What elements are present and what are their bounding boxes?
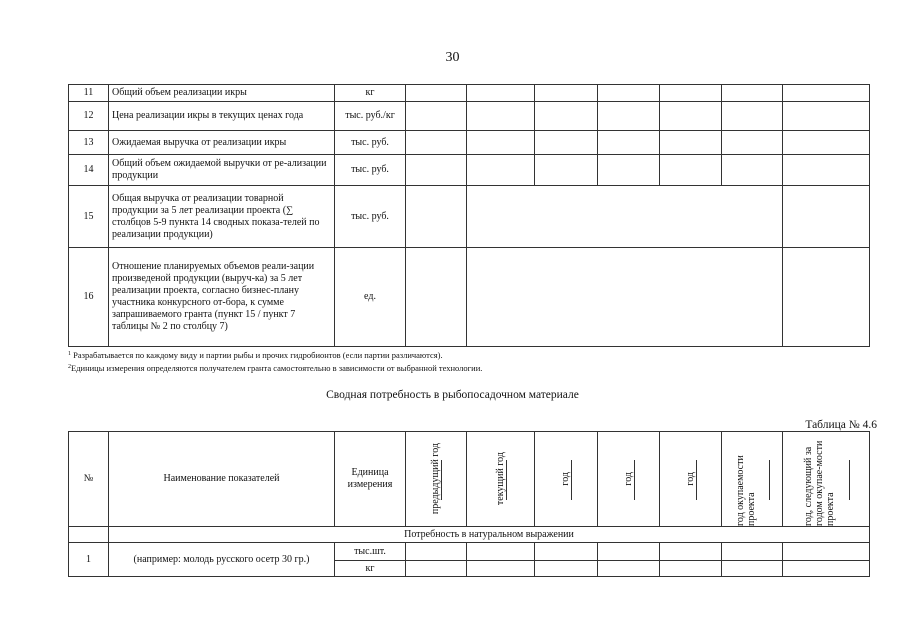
value-cell[interactable] bbox=[722, 102, 783, 131]
value-cell[interactable] bbox=[535, 561, 598, 577]
value-cell[interactable] bbox=[598, 155, 660, 186]
period-label: год bbox=[622, 472, 634, 486]
row-number: 1 bbox=[69, 543, 109, 577]
footnote-mark: 2 bbox=[68, 364, 71, 370]
header-period bbox=[467, 432, 535, 527]
section-row bbox=[69, 527, 870, 543]
value-cell[interactable] bbox=[467, 155, 535, 186]
table-row bbox=[69, 131, 870, 155]
section-row-label: Потребность в натуральном выражении bbox=[109, 527, 870, 543]
indicator-name: Общая выручка от реализации товарной продукции за 5 лет реализации проекта (∑ столбцов 5-9 пункта 14 сводных показа-телей по реализации продукции) bbox=[109, 186, 335, 248]
unit-cell: тыс. руб. bbox=[335, 131, 406, 155]
table-row bbox=[69, 85, 870, 102]
value-cell[interactable] bbox=[406, 85, 467, 102]
period-label: год bbox=[560, 472, 571, 486]
value-cell[interactable] bbox=[467, 561, 535, 577]
value-cell[interactable] bbox=[467, 131, 535, 155]
financial-indicators-table bbox=[68, 84, 870, 347]
year-blank-line[interactable] bbox=[571, 460, 572, 500]
table-row bbox=[69, 155, 870, 186]
page-number: 30 bbox=[445, 50, 460, 65]
header-row bbox=[69, 432, 870, 527]
header-period bbox=[535, 432, 598, 527]
unit-cell: тыс. руб./кг bbox=[335, 102, 406, 131]
footnote bbox=[68, 348, 869, 361]
period-label: предыдущий год bbox=[430, 443, 441, 515]
value-cell[interactable] bbox=[467, 543, 535, 561]
value-cell[interactable] bbox=[535, 155, 598, 186]
header-period bbox=[598, 432, 660, 527]
footnote-mark: 1 bbox=[68, 351, 71, 357]
value-cell[interactable] bbox=[406, 186, 467, 248]
value-cell[interactable] bbox=[535, 85, 598, 102]
row-number: 11 bbox=[69, 85, 109, 102]
period-label: год, следующий за годом окупае-мости проекта bbox=[802, 440, 836, 526]
value-cell[interactable] bbox=[660, 543, 722, 561]
header-num: № bbox=[69, 432, 109, 527]
fish-stock-needs-table bbox=[68, 431, 870, 577]
value-cell[interactable] bbox=[783, 131, 870, 155]
indicator-name: Общий объем реализации икры bbox=[109, 85, 335, 102]
unit-cell: тыс. руб. bbox=[335, 155, 406, 186]
row-number: 16 bbox=[69, 248, 109, 347]
value-cell[interactable] bbox=[783, 543, 870, 561]
merged-value-cell[interactable] bbox=[467, 248, 783, 347]
unit-cell: тыс.шт. bbox=[335, 543, 406, 561]
value-cell[interactable] bbox=[722, 543, 783, 561]
header-period bbox=[722, 432, 783, 527]
value-cell[interactable] bbox=[660, 155, 722, 186]
header-unit: Единица измерения bbox=[335, 432, 406, 527]
value-cell[interactable] bbox=[598, 85, 660, 102]
unit-cell: кг bbox=[335, 561, 406, 577]
value-cell[interactable] bbox=[783, 102, 870, 131]
header-period bbox=[783, 432, 870, 527]
value-cell[interactable] bbox=[783, 561, 870, 577]
value-cell[interactable] bbox=[535, 102, 598, 131]
value-cell[interactable] bbox=[660, 131, 722, 155]
period-label: год bbox=[684, 472, 696, 486]
value-cell[interactable] bbox=[406, 248, 467, 347]
indicator-name: Цена реализации икры в текущих ценах года bbox=[109, 102, 335, 131]
value-cell[interactable] bbox=[722, 85, 783, 102]
value-cell[interactable] bbox=[535, 131, 598, 155]
value-cell[interactable] bbox=[598, 131, 660, 155]
value-cell[interactable] bbox=[660, 561, 722, 577]
value-cell[interactable] bbox=[406, 543, 467, 561]
value-cell[interactable] bbox=[406, 102, 467, 131]
header-period bbox=[660, 432, 722, 527]
table-row bbox=[69, 543, 870, 561]
value-cell[interactable] bbox=[406, 131, 467, 155]
value-cell[interactable] bbox=[783, 248, 870, 347]
value-cell[interactable] bbox=[783, 85, 870, 102]
indicator-name: Отношение планируемых объемов реали-зации произведеной продукции (выруч-ка) за 5 лет реализации проекта, согласно бизнес-плану участника конкурсного от-бора, к сумме запрашиваемого гранта (пункт 15 / пункт 7 таблицы № 2 по столбцу 7) bbox=[109, 248, 335, 347]
value-cell[interactable] bbox=[467, 85, 535, 102]
table-row bbox=[69, 186, 870, 248]
value-cell[interactable] bbox=[722, 155, 783, 186]
value-cell[interactable] bbox=[660, 85, 722, 102]
table-row bbox=[69, 102, 870, 131]
row-number: 12 bbox=[69, 102, 109, 131]
header-period bbox=[406, 432, 467, 527]
indicator-name: (например: молодь русского осетр 30 гр.) bbox=[109, 543, 335, 577]
value-cell[interactable] bbox=[467, 102, 535, 131]
value-cell[interactable] bbox=[598, 561, 660, 577]
period-label: текущий год bbox=[494, 452, 506, 506]
value-cell[interactable] bbox=[722, 131, 783, 155]
footnote bbox=[68, 361, 869, 374]
row-number: 13 bbox=[69, 131, 109, 155]
footnote-text: Единицы измерения определяются получателем гранта самостоятельно в зависимости от выбранной технологии. bbox=[71, 363, 483, 373]
value-cell[interactable] bbox=[598, 543, 660, 561]
unit-cell: кг bbox=[335, 85, 406, 102]
value-cell[interactable] bbox=[406, 561, 467, 577]
year-blank-line[interactable] bbox=[441, 460, 442, 500]
value-cell[interactable] bbox=[535, 543, 598, 561]
unit-cell: тыс. руб. bbox=[335, 186, 406, 248]
row-number: 15 bbox=[69, 186, 109, 248]
merged-value-cell[interactable] bbox=[467, 186, 783, 248]
footnote-text: Разрабатывается по каждому виду и партии рыбы и прочих гидробионтов (если партии различаются). bbox=[73, 350, 443, 360]
row-number: 14 bbox=[69, 155, 109, 186]
value-cell[interactable] bbox=[722, 561, 783, 577]
table-row bbox=[69, 248, 870, 347]
blank-cell bbox=[69, 527, 109, 543]
value-cell[interactable] bbox=[406, 155, 467, 186]
indicator-name: Общий объем ожидаемой выручки от ре-ализации продукции bbox=[109, 155, 335, 186]
section-title: Сводная потребность в рыбопосадочном материале bbox=[326, 389, 579, 401]
unit-cell: ед. bbox=[335, 248, 406, 347]
value-cell[interactable] bbox=[660, 102, 722, 131]
footnotes bbox=[68, 348, 869, 374]
header-name: Наименование показателей bbox=[109, 432, 335, 527]
table-label: Таблица № 4.6 bbox=[805, 419, 877, 431]
value-cell[interactable] bbox=[783, 186, 870, 248]
period-label: год окупаемости проекта bbox=[734, 455, 757, 526]
value-cell[interactable] bbox=[783, 155, 870, 186]
indicator-name: Ожидаемая выручка от реализации икры bbox=[109, 131, 335, 155]
value-cell[interactable] bbox=[598, 102, 660, 131]
